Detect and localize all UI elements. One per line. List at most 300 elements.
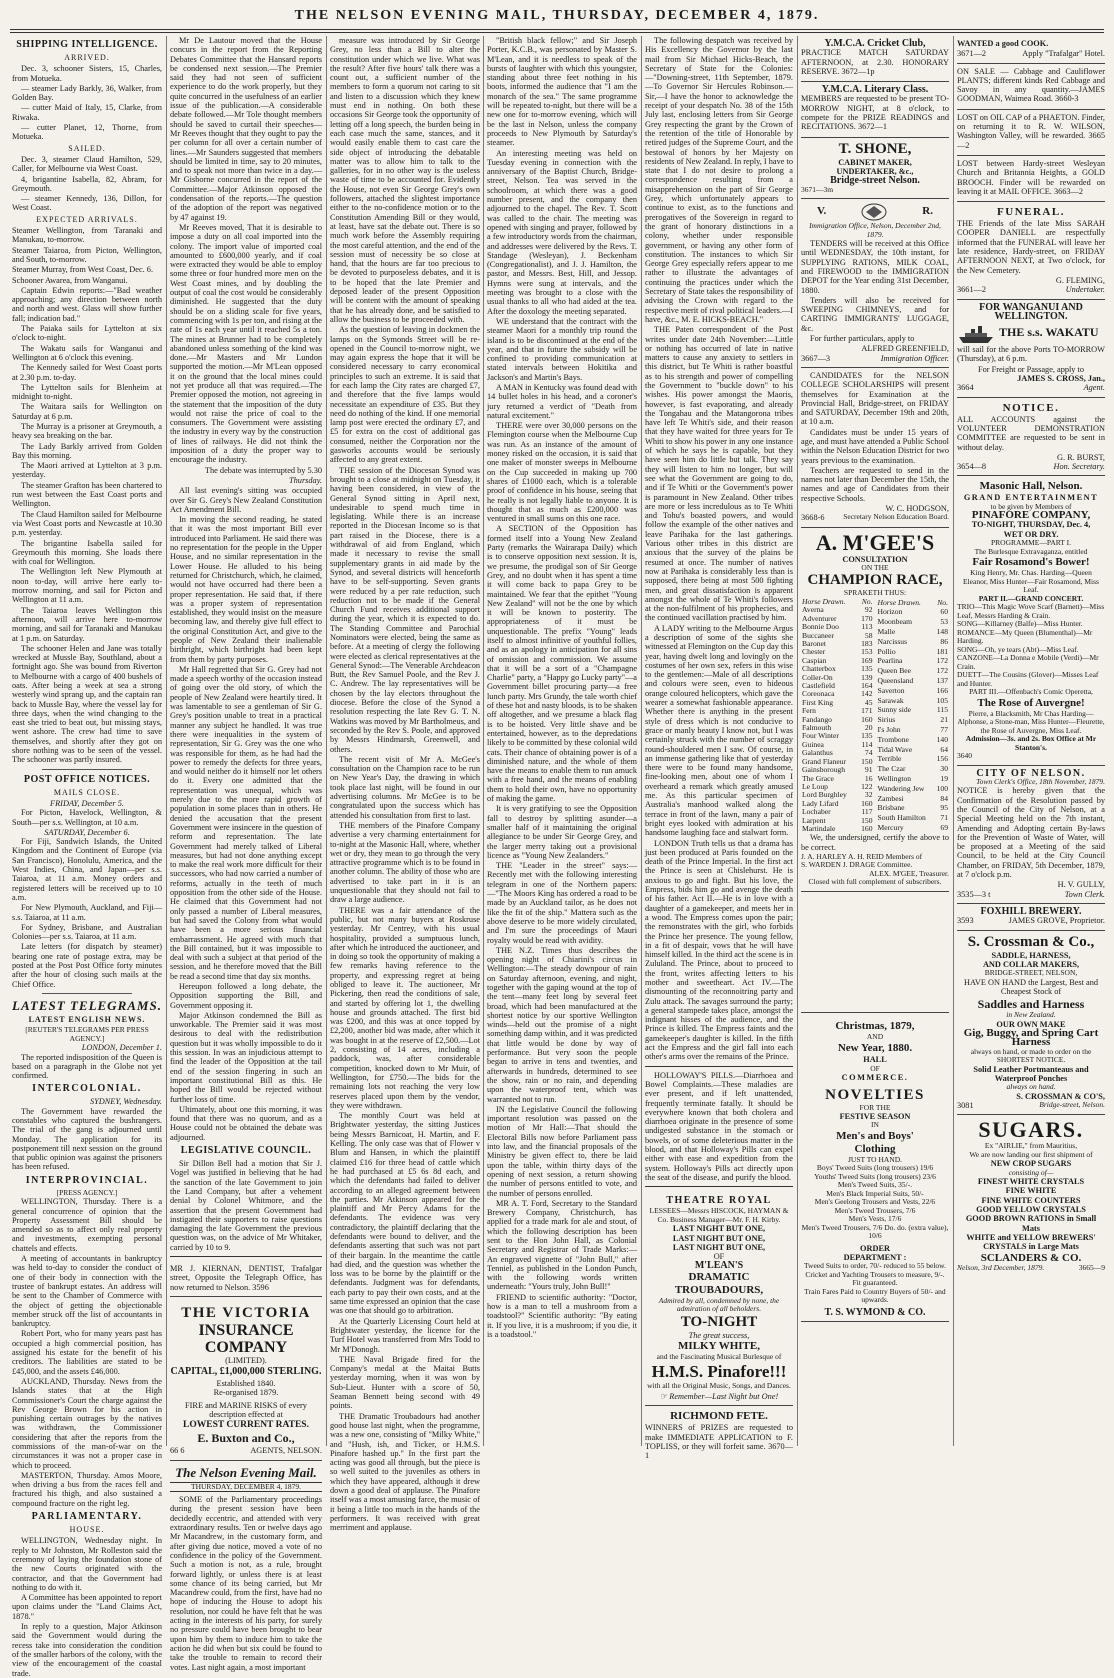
news-paragraph: THE Dramatic Troubadours had another good house last night, when the programme, was a new one, consisting of "Milky White," and "Hush, ish, and Ticker, or H.M.S. Pinafore hashed up." In the first part the acting was good all through, but the piece is so well suited to the juveniles as others in which they have appeared, although it drew down a good deal of applause. The Pinafore itself was a most amusing farce, the music of it being a little too much in the hands of the performers. It was received with great merriment and applause. — [330, 1411, 480, 1533]
news-paragraph: The following despatch was received by His Excellency the Governor by the last mail from Sir Michael Hicks-Beach, the Secretary of State for the Colonies:—"Downing-street, 11th September, 1879.—To Governor Sir Hercules Robinson.—Sir,—I have the honor to acknowledge the receipt of your despatch No. 38 of the 15th July last, enclosing letters from Sir George Grey respecting the grant by the Crown of the retention of the title of Honorable by retired judges of the Supreme Court, and the bestowal of honors by her Majesty on residents of New Zealand. In reply, I have to state that I do not desire to prolong a correspondence resulting from a misapprehension on the part of Sir George Grey, which unfortunately appears to continue to exist, as to the functions and prerogatives of the Sovereign in regard to the grant of honorary distinctions in a colony, whether under responsible government, or having any other form of constitution. The instances to which Sir George Grey especially refers appear to me rather to illustrate the advantages of continuing the practices under which the Secretary of State takes the responsibility of advising the Crown with regard to the respective merit of rival political leaders.—I have, &c., M. E. HICKS-BEACH." — [645, 36, 793, 324]
ad-line: JAMES GROVE, Proprietor. — [1008, 916, 1105, 926]
table-row — [877, 765, 950, 775]
expected-item: Steamer Taiaroa, from Picton, Wellington, and South, to-morrow. — [12, 245, 162, 264]
table-row — [877, 823, 950, 833]
ad-line: ON THE — [861, 562, 889, 572]
column-5 — [645, 36, 793, 1461]
news-paragraph: It is very gratifying to see the Opposition fall to destroy by splitting asunder—a smaller half of it maintaining the original allegiance to be under Sir George Grey, and the larger merry taking out a provisional licence as "Young New Zealanders." — [487, 804, 637, 860]
column-header: No. — [861, 596, 873, 606]
arrived-label: ARRIVED. — [64, 53, 110, 62]
column-divider — [953, 36, 954, 1446]
sugars-advertisement — [957, 1118, 1105, 1272]
divider — [645, 1186, 793, 1187]
ad-line: Agent. — [1083, 383, 1105, 393]
ad-line: Admired by all, condemned by none, the admiration of all beholders. — [658, 1295, 780, 1314]
ticket-number: 92 — [864, 605, 873, 615]
ad-line: M'LEAN'S — [694, 1260, 744, 1272]
ad-line: King Henry, Mr. Chas. Harding—Queen Eleanor, Miss Hunter—Fair Rosamond, Miss Leaf. — [963, 568, 1099, 595]
ad-line: LOWEST CURRENT RATES. — [183, 1420, 309, 1431]
steamship-icon — [957, 321, 995, 345]
ad-title: Y.M.C.A. Literary Class. — [821, 84, 929, 96]
horse-table-left — [801, 598, 874, 833]
sugar-item: WHITE and YELLOW BREWERS' CRYSTALS in Large Mats — [966, 1232, 1096, 1252]
news-paragraph: A Committee has been appointed to report upon claims under the "Land Claims Act, 1878." — [12, 1593, 162, 1621]
ad-line: PART II.—GRAND CONCERT. — [978, 593, 1084, 603]
ad-line: BRIDGE-STREET, NELSON, — [984, 968, 1078, 978]
news-paragraph: THE N.Z. Times thus describes the opening night of Chiarini's circus in Wellington:—The steady downpour of rain on Saturday afternoon, evening, and night, together with the gaping wound at the top of the tent—many feet long by several feet broad, which had been manufactured at the shortest notice by our sportive Wellington winds—held out the promise of a night something damp within, and it was predicted that little would be done by way of performance. But very soon the people began to arrive in tens and twenties, and afterwards in hundreds, determined to see the show, rain or no rain, and depending upon the waterproof tent, which was warranted not to run. — [487, 945, 637, 1104]
ad-title: V. — [817, 205, 827, 218]
ad-line: Christmas, 1879, — [835, 1019, 915, 1032]
ad-signer: JAMES S. CROSS, Jan., — [1017, 374, 1105, 384]
ticket-number: 91 — [864, 765, 873, 775]
news-paragraph: THE members of the Pinafore Company advertise a very charming entertainment for to-night at the Masonic Hall, where, whether wet or dry, they mean to go through the very attractive programme which is to be found in another column. The ability of those who are advertised to take part in it is an unquestionable that they should not fail to draw a large audience. — [330, 820, 480, 905]
ticket-number: 64 — [940, 744, 948, 754]
ad-line: UNDERTAKER, &c., — [836, 166, 914, 176]
ad-line: The Rose of Auvergne! — [977, 696, 1085, 709]
shipping-paragraph: The Wellington left New Plymouth at noon to-day, will arrive here early to-morrow morning, and sail for Picton and Wellington at 11 a.m. — [12, 567, 162, 605]
column-2 — [170, 36, 322, 1672]
masthead-secondary: The Nelson Evening Mail. — [175, 1464, 317, 1480]
ad-line: Nelson, 3rd December, 1879. — [957, 1262, 1045, 1272]
table-row — [877, 657, 950, 667]
on-sale-advertisement — [957, 64, 1105, 110]
news-paragraph: Robert Port, who for many years past has occupied a high commercial position, has assigned his estate for the benefit of his creditors. The liabilities are stated to be £45,000, and the assets £46,000. — [12, 1329, 162, 1376]
ad-line: with all the Original Music, Songs, and Dances. — [647, 1380, 791, 1390]
horse-name: Queen Bee — [877, 666, 912, 676]
ad-line: Cricket and Yachting Trousers to measure, 9/-. Fit guaranteed. — [805, 1269, 945, 1288]
ticket-number: 172 — [936, 656, 948, 666]
ad-line: LAST NIGHT BUT ONE, — [672, 1242, 766, 1252]
reuters-credit: [REUTER'S TELEGRAMS PER PRESS AGENCY.] — [25, 1025, 149, 1043]
table-row — [877, 696, 950, 706]
horse-name: Fandango — [802, 714, 832, 724]
ad-line: Bridge-street, Nelson. — [1039, 1100, 1105, 1109]
ad-number: 3081 — [957, 1101, 974, 1110]
news-paragraph: At the Quarterly Licensing Court held at Brightwater yesterday, the licence for the Turf Hotel was transferred from Mrs Todd to Mr M'Donogh. — [330, 1316, 480, 1354]
ad-line: OUR OWN MAKE — [996, 1019, 1066, 1029]
horse-name: Coller-On — [802, 672, 833, 682]
ticket-number: 166 — [936, 685, 948, 695]
horse-name: Sarawak — [877, 695, 904, 705]
horse-name: Terrible — [877, 754, 902, 764]
ad-title: FOXHILL BREWERY. — [980, 905, 1082, 917]
leader-paragraph: SOME of the Parliamentary proceedings during the present session have been decidedly eccentric, and attended with very extraordinary results. Ten or twelve days ago Mr Macandrew, in the customary form, and after giving due notice, moved a vote of no confidence in the policy of the Government. Such a motion is not, as a rule, brought forward lightly, or unless there is at least some chance of its being carried, but Mr Macandrew could, from the first, have had no hope of inducing the House to adopt his resolution, nor could he have felt that he was acting in the interests of his party, for surely no pressure could have been brought to bear upon him by them to induce him to take the action he did when but six could be found to take the trouble to remain to record their votes. Last night again, a most important — [170, 1495, 322, 1672]
ticket-number: 139 — [861, 672, 873, 682]
sailed-item: Dec. 3, steamer Claud Hamilton, 529, Caller, for Melbourne via West Coast. — [12, 154, 162, 174]
horse-name: Lord Burghley — [802, 790, 847, 800]
ad-number: 3640 — [957, 751, 972, 761]
horse-name: The Czar — [877, 764, 906, 774]
ad-line: Town Clerk. — [1064, 889, 1105, 899]
ad-line: DUETT—The Cousins (Glover)—Misses Leaf and Hunter. — [957, 670, 1099, 688]
news-paragraph: measure was introduced by Sir George Grey, no less than a Bill to alter the constitution under which we live. What was the result? After five hours' talk there was a count out, a sufficient number of the members to form a quorum not caring to sit and listen to a discussion which they knew must end in nothing. On both these occasions Sir George took the opportunity of letting off a long speech, the burden being in each case much the same, stances, and it would easily enable them to cast care the side object of introducing the debatable matter was to allow him to talk to the galleries, for in no other way is the useless waste of time to be accounted for. Evidently the House, not even Sir George Grey's own followers, attached the slightest importance either to the no-confidence motion or to the Constitution Amending Bill or they would, at least, have sat the debate out. There is so much work before the Assembly requiring the most careful attention, and the end of the session must of necessity be so close at hand, that the hours are far too precious to be devoted to purposeless debates, and it is to be hoped that the late Premier and deposed leader of the present Opposition will be content with the amount of speaking that he has already done, and be satisfied to allow the business to be proceeded with. — [330, 36, 480, 324]
divider — [170, 1256, 322, 1257]
column-divider — [326, 36, 327, 1446]
city-of-nelson-notice — [957, 766, 1105, 904]
parliamentary-heading: PARLIAMENTARY. — [31, 1511, 143, 1523]
ticket-number: 171 — [861, 706, 873, 716]
ticket-number: 20 — [864, 723, 873, 733]
ad-signer: H. V. GULLY, — [1057, 880, 1105, 890]
ticket-number: 160 — [861, 823, 873, 833]
news-paragraph: THE "Leader in the street" says:—Recently met with the following interesting telegram in one of the Northern papers:—"The Moors King has ordered a road to be made by an Auckland tailor, as he does not like the fit of the ship." Mattera such as the above deserve to be more widely circulated, and I'm sure the proceedings of Mauri royalty would be read with avidity. — [487, 861, 637, 945]
ad-title: T. SHONE, — [838, 140, 912, 157]
ad-line: FESTIVE SEASON — [839, 1112, 911, 1122]
ad-line: IN — [871, 1120, 879, 1130]
ad-line: CANDIDATES for the NELSON COLLEGE SCHOLARSHIPS will present themselves for Examination at the Provincial Hall, Bridge-street, on FRIDAY and SATURDAY, December 19th and 20th, at 10 a.m. — [801, 370, 949, 427]
horse-name: Narcissus — [877, 636, 908, 646]
mail-item: Late letters (for dispatch by steamer) bearing one rate of postage extra, may be posted at the Post Post Office forty minutes after the hour of closing such mails at the Chief Office. — [12, 942, 162, 989]
ticket-number: 169 — [861, 655, 873, 665]
ad-line: HAVE ON HAND the Largest, Best and Cheapest Stock of — [963, 977, 1099, 996]
horse-name: Averna — [802, 605, 824, 615]
horse-name: I's John — [877, 725, 901, 735]
richmond-fete-advertisement — [645, 1409, 793, 1460]
ticket-number: 142 — [861, 689, 873, 699]
ticket-number: 150 — [861, 815, 873, 825]
wanted-cook-advertisement — [957, 36, 1105, 64]
table-row — [877, 627, 950, 637]
news-paragraph: AUCKLAND, Thursday. News from the Islands states that at the High Commissioner's Court the charge against the Rev George Brown for his action in punishing certain outrages by the natives was withdrawn, the Commissioner considering that after the reports from the commissions of the man-of-war on the circumstances it was not a proper case in which to proceed. — [12, 1376, 162, 1470]
mcgee-consultation-advertisement — [801, 528, 949, 892]
news-paragraph: THE session of the Diocesan Synod was brought to a close at midnight on Tuesday, it having been considered, in view of the General Synod sitting in April next, undesirable to spend much time in legislating. While there is an increase reported in the Diocesan Income so is that part raised in the Diocese, there is a withdrawal of aid from England, which made it necessary to revise the small supplementary grants in aid made by the Synod, and several districts will henceforth have to be self-supporting. Seven grants were reduced by a per rate reduction, such reduction not to be made if the General Church Fund receives additional support during the year, which it is expected to do. The Standing Committee and Parochial Nominators were elected, being the same as before. At a meeting of clergy the following were elected as clerical representatives at the General Synod:—The Venerable Archdeacon Butt, the Rev Samuel Poole, and the Rev J. C. Andrew. The lay representatives will be chosen by the lay electors throughout the diocese. Before the close of the Synod a resolution respecting the late Rev G. T. N. Watkins was moved by Mr Bartholmeus, and seconded by the Rev S. Poole, and approved by Messrs Hindmarsh, Greenwell, and others. — [330, 465, 480, 754]
ad-line: Re-organised 1879. — [213, 1388, 279, 1398]
ad-title: R. — [922, 205, 933, 218]
ad-line: TENDERS will be received at this Office until WEDNESDAY, the 10th instant, for SUPPLYING RATIONS, MILK COAL, and FIREWOOD to the IMMIGRATION DEPOT for the Year ending 31st December, 1880. — [801, 239, 949, 295]
ticket-number: 58 — [864, 630, 873, 640]
shipping-heading: SHIPPING INTELLIGENCE. — [16, 39, 158, 50]
ad-line: ORDER — [860, 1243, 890, 1253]
horse-name: Pollio — [877, 646, 896, 656]
ticket-number: 19 — [940, 774, 948, 783]
table-row — [877, 676, 950, 686]
ad-line: Immigration Officer. — [880, 353, 949, 363]
ad-line: WANTED a good COOK. — [957, 39, 1049, 48]
ad-line: JUST TO HAND. — [848, 1154, 902, 1164]
ad-line: TO-NIGHT — [680, 1313, 758, 1330]
shipping-paragraph: The Wakatu sails for Wanganui and Wellington at 6 o'clock this evening. — [12, 343, 162, 362]
horse-name: Caspian — [802, 655, 827, 665]
price-item: Men's Tweed Suits, 35/-. — [837, 1180, 913, 1190]
ticket-number: 16 — [864, 773, 873, 783]
ad-line: DRAMATIC TROUBADOURS, — [674, 1270, 764, 1296]
horse-name: Horizon — [877, 607, 903, 617]
divider — [42, 769, 132, 770]
table-row — [877, 706, 950, 716]
horse-name: Wandering Jew — [877, 783, 925, 793]
column-divider — [797, 36, 798, 1446]
ad-line: Tenders will also be received for SWEEPING CHIMNEYS, and for CARTING IMMIGRANTS' LUGGAGE, &c. — [801, 295, 949, 333]
shipping-paragraph: The schooner Helen and Jane was totally wrecked at Mussle Bay, Southland, about a fortnight ago. She was bound from Riverton to Melbourne with a cargo of 400 bushels of oats. After being a week at sea a strong westerly wind sprang up, and the captain ran back to Mussle Bay, where the vessel lay for three days, when the wind changing to the east she tried to beat out, but missing stays, went ashore. The crew had time to save themselves, and shortly after they got on shore nothing was to be seen of the vessel. The schooner was partly insured. — [12, 643, 162, 765]
ad-line: CONSULTATION — [842, 554, 908, 564]
news-paragraph: Sir Dillon Bell had a motion that Sir J. Vogel was justified in believing that he had the sanction of the late Government to join the Land Company, but after a vehement denial by Colonel Whitmore, and the assertion that the present Government had instigated their supporters to raise questions damaging the late Government the previous question was, on the advice of Mr Whitaker, carried by 10 to 9. — [170, 1159, 322, 1252]
arrival-item: — cutter Maid of Italy, 15, Clarke, from Riwaka. — [12, 103, 162, 122]
foxhill-brewery-advertisement — [957, 904, 1105, 931]
horse-name: Coreonaca — [802, 689, 835, 699]
ad-line: Pierre, a Blacksmith, Mr Chas Harding—Alphonse, a Stone-man, Miss Hunter—Fleurette, the Rose of Auvergne, Miss Leaf. — [957, 708, 1105, 735]
ad-line: will sail for the above Ports TO-MORROW (Thursday), at 6 p.m. — [957, 345, 1105, 364]
ticket-number: 183 — [861, 639, 873, 648]
ad-line: FOR THE — [859, 1102, 891, 1112]
price-item: Men's Geelong Trousers and Vests, 22/6 — [814, 1197, 936, 1207]
news-paragraph: WELLINGTON, Thursday. There is a general concurrence of opinion that the Property Assessment Bill should be amended so as to affect only real property and investments, exempting personal chattels and effects. — [12, 1197, 162, 1253]
ad-line: DEPARTMENT : — [843, 1253, 907, 1263]
ad-line: THE Friends of the late Miss SARAH COOPER DANIELL are respectfully informed that the FUNERAL will leave her late residence, Hardy-street, on FRIDAY AFTERNOON NEXT, at Two o'clock, for the New Cemetery. — [957, 219, 1105, 275]
ad-title: FOR WANGANUI AND WELLINGTON. — [979, 301, 1083, 322]
horse-name: South Hamilton — [877, 813, 926, 823]
ticket-number: 77 — [940, 725, 948, 735]
ad-line: CANZONE—La Donna e Mobile (Verdi)—Mr Crain. — [957, 653, 1099, 671]
theatre-royal-advertisement — [645, 1191, 793, 1406]
ad-number: 3665—9 — [1078, 1262, 1105, 1272]
ad-line: TO-NIGHT, THURSDAY, Dec. 4, — [971, 520, 1091, 530]
news-paragraph: LONDON Truth tells us that a drama has just been produced at Paris founded on the death of the Prince Imperial. In the first act the Prince is seen at Chislehurst. He is anxious to go and fight. But his love, the Empress, bids him go and avenge the death of his father. Act II.—He is in love with a daughter of a gamekeeper, and meets her in a wood. The Empress comes upon the pair; the remonstrates with the girl, who forbids the Prince her presence. The young fellow, in a fit of despair, vows that he will have himself killed. In the third act the scene is in Zululand. The Prince, about to proceed to the front, writes affecting letters to his mother and sweetheart. Act IV.—The dismounting of the reconnoitring party and Zulu attack. The savages surround the party; a general stampede takes place, amongst the indignant hisses of the audience, and the Prince is killed. The Empress faints and the gamekeeper's daughter is killed. In the fifth act the Empress and the girl fall into each other's arms over the remains of the Prince. — [645, 838, 793, 1062]
ad-line: The Burlesque Extravaganza, entitled — [974, 546, 1088, 556]
ticket-number: 71 — [940, 813, 948, 823]
horse-name: Fern — [802, 706, 816, 716]
price-item: Boys' Tweed Suits (long trousers) 19/6 — [816, 1163, 934, 1173]
ad-line: We are now landing our first shipment of — [969, 1149, 1093, 1159]
masthead-rule-2 — [10, 32, 1104, 33]
column-4 — [487, 36, 637, 1446]
news-paragraph: The recent visit of Mr A. McGee's consultation on the Champion race to be run on New Year's Day, the drawing in which took place last night, will be found in our advertising columns. Mr McGee is to be congratulated upon the success which has attended his consultation from first to last. — [330, 754, 480, 820]
ad-line: LESSEES—Messrs HISCOCK, HAYMAN & Co. Business Manager—Mr. F. H. Kirby. — [649, 1206, 789, 1224]
news-paragraph: A LADY writing to the Melbourne Argus a description of some of the sights she witnessed at Flemington on the Cup day this year, having dwelt long and lovingly on the costumes of her own sex, refers in this wise to the gentlemen:—Male of all descriptions and colours were seen, even to hideous orange coloured helicopters, which gave the wearer a somewhat fashionable appearance. Whether there is anything in the present style of dress which is not conducive to grace or manly beauty I know not, but I was certainly struck with the number of scraggy round-shouldered men I saw. Of course, in an immense gathering like that of yesterday there were to be found many handsome, fine-looking men, about one of whom I overheard a remark which greatly amused me. As this particular specimen of Australia's manhood walked along the terrace in front of the lawn, many a pair of bright eyes looked with admiration at his handsome laughing face and stalwart form. — [645, 623, 793, 838]
ad-line: LOST between Hardy-street Wesleyan Church and Britannia Heights, a GOLD BROOCH. Finder will be rewarded on leaving it at MAIL OFFICE. 3663—2 — [957, 158, 1105, 196]
mail-item: For Sydney, Brisbane, and Australian Colonies—per s.s. Taiaroa, at 11 a.m. — [12, 922, 162, 942]
ad-line: Closed with full complement of subscribers. — [808, 877, 942, 887]
hall-of-commerce-advertisement — [801, 1012, 949, 1322]
horse-name: Queensland — [877, 676, 914, 686]
ad-signer: S. CROSSMAN & CO'S, — [1016, 1091, 1105, 1101]
kiernan-advertisement: MR J. KIERNAN, DENTIST, Trafalgar street, Opposite the Telegraph Office, has now returned to Nelson. 3596 — [170, 1261, 322, 1297]
horse-name: Galanthus — [802, 748, 833, 758]
news-paragraph: THE Paten correspondent of the Post writes under date 24th November:—Little or nothing has occurred of late in native matters to cause any anxiety to settlers in this district, but Te Whiti is rather boastful as to his strength and power of compelling the Government to "buckle down" to his wishes. His power amongst the Maoris, however, is fast evaporating, and already the Tongahau and the Matangorona tribes have left Te Whiti's side, and their reason that they have waited for three years for Te Whiti to show his power in any one instance of which he says he is capable, but they have seen him do little but talk. They say they will listen to him no longer, but will see what the Government are going to do, and if Te Whiti or the Government's power is paramount in New Zealand. Other tribes are more or less incredulous as to Te Whiti and Tohu's boasted powers, and would follow the example of the other natives and leave Parihaka for the last gatherings. Various other tribes in this district are anxious that the survey of the plains be resumed at once. The number of natives now at Parihaka is considerably less than is supposed, there being at most 500 fighting men, and great dissatisfaction is apparent amongst the whole of Te Whiti's followers at the non-fulfilment of his prophecies, and the continued vacillation practised by him. — [645, 325, 793, 623]
crossman-advertisement — [957, 931, 1105, 1116]
ticket-number: 84 — [940, 793, 948, 803]
ad-signer: W. C. HODGSON, — [885, 504, 949, 514]
press-agency-credit: [PRESS AGENCY.] — [56, 1187, 118, 1197]
column-divider — [166, 36, 167, 1446]
ad-line: WET OR DRY. — [1003, 529, 1059, 539]
ticket-number: 122 — [861, 781, 873, 791]
ticket-number: 170 — [861, 613, 873, 623]
news-paragraph: The reported indisposition of the Queen is based on a paragraph in the Globe not yet confirmed. — [12, 1052, 162, 1081]
news-paragraph: IN the Legislative Council the following important resolution was passed on the motion of Mr Hall:—That should the Electoral Bills now before Parliament pass into law, and the financial proposals of the Ministry be given effect to, there be laid upon the table, within thirty days of the opening of next session, a return showing the number of persons entitled to vote, and the number of persons enrolled. — [487, 1104, 637, 1198]
masthead-rule — [10, 29, 1104, 30]
ad-line: Harness — [1011, 1036, 1051, 1049]
ticket-number: 74 — [864, 748, 873, 758]
column-divider — [483, 36, 484, 1446]
ad-line: (LIMITED). — [225, 1355, 267, 1365]
ticket-number: 53 — [940, 617, 948, 627]
news-paragraph: Hereupon followed a long debate, the Opposition supporting the Bill, and Government opposing it. — [170, 981, 322, 1010]
arrival-item: — cutter Planet, 12, Thorne, from Motueka. — [12, 123, 162, 142]
ad-line: Hon. Secretary. — [1053, 462, 1105, 472]
ad-line: S. WARDEN J. DRAGE Committee. — [801, 860, 913, 870]
ticket-number: 156 — [936, 754, 948, 764]
table-row — [877, 794, 950, 804]
ticket-number: 32 — [864, 790, 873, 800]
table-row — [877, 725, 950, 735]
ad-line: FIRE and MARINE RISKS of every description effected at — [185, 1400, 307, 1420]
mail-item: For Picton, Havelock, Wellington, & South—per s.s. Wellington, at 10 a.m. — [12, 808, 162, 827]
column-6 — [801, 36, 949, 1446]
english-news-label: LATEST ENGLISH NEWS. — [28, 1014, 146, 1024]
column-header: No. — [937, 597, 948, 607]
ad-line: Town Clerk's Office, 18th November, 1879. — [976, 776, 1105, 786]
ad-line: always on hand, or made to order on the SHORTEST NOTICE. — [970, 1046, 1092, 1065]
ticket-number: 172 — [936, 666, 948, 676]
expected-item: Steamer Murray, from West Coast, Dec. 6. — [12, 265, 154, 275]
sugar-item: FINEST WHITE CRYSTALS — [977, 1177, 1085, 1187]
crest-icon — [860, 202, 888, 222]
ticket-number: 181 — [936, 646, 948, 656]
horse-table-right — [877, 598, 950, 833]
shipping-paragraph: The Maori arrived at Lyttelton at 3 p.m. yesterday. — [12, 461, 162, 480]
ad-line: CABINET MAKER, — [838, 157, 912, 167]
price-item: Men's Black Imperial Suits, 50/- — [826, 1188, 924, 1198]
news-paragraph: WE understand that the contract with the steamer Maori for a monthly trip round the island is to be discontinued at the end of the year, and that in future the subsidy will be confined to providing communication at stated intervals between Hokitika and Jackson's and Martin's Bays. — [487, 316, 637, 382]
news-paragraph: A SECTION of the Opposition has formed itself into a Young New Zealand Party (remarks the Wairarapa Daily) which is to conserve opposition next session. It is, we presume, the prodigal son of Sir George Grey, and no doubt when it has spent a time it will come back to papa Grey to be maintained. We fear that the epithet "Young New Zealand" will not be the one by which it will be known to posterity. The appropriateness of it must be unquestionable. The prefix "Young" leads itself to almost infinitive of youthful follies, and as an apology in anticipation for all sins of omission and commission. We assume that it will be a sort of a "Champagne Charlie" party, a "Happy go Lucky party"—a Government billet procuring party—a free lunch party. Mrs Grundy, the tale worth chief of these hot and nasty bloods, is to be shaken off altogether, and we presume a black flag is to be hoisted. Very little shave and be entertained, however, as to the depredations likely to be committed by these colonial wild cats. Their chance of obtaining power is of a diminished nature, and the whole of them have the means to enable them to run amuck with a free hand, and the means of enabling them to hold their own, have no opportunity of making the game. — [487, 524, 638, 804]
sailed-label: SAILED. — [68, 143, 106, 153]
shone-advertisement — [801, 138, 949, 199]
ticket-number: 148 — [936, 627, 948, 637]
table-row — [877, 745, 950, 755]
ad-signer: G. FLEMING, — [1055, 275, 1105, 285]
ad-signer: ALFRED GREENFIELD, — [861, 344, 949, 354]
shipping-paragraph: The brigantine Isabella sailed for Greymouth this morning. She loads there with coal for Wellington. — [12, 538, 162, 567]
horse-name: Castlefield — [802, 681, 835, 691]
scholarship-advertisement — [801, 368, 949, 528]
ad-line: SPRAKETH THUS: — [843, 588, 907, 598]
ad-line: GRAND ENTERTAINMENT — [963, 493, 1099, 503]
horse-name: Sirius — [877, 715, 896, 725]
horse-name: Sunny side — [877, 705, 912, 715]
ticket-number: 86 — [940, 636, 948, 646]
ad-line: The great success, — [688, 1330, 750, 1340]
ticket-number: 135 — [861, 731, 873, 741]
arrival-item: — steamer Lady Barkly, 36, Walker, from Golden Bay. — [12, 83, 162, 103]
ad-line: For Freight or Passage, apply to — [977, 364, 1084, 374]
funeral-notice — [957, 202, 1105, 299]
table-row — [877, 784, 950, 794]
ad-title: Masonic Hall, Nelson. — [979, 480, 1083, 493]
ad-number: 3668-6 — [801, 513, 825, 523]
column-3 — [330, 36, 480, 1533]
ticket-number: 95 — [940, 803, 948, 813]
ad-line: New Year, 1880. — [837, 1042, 913, 1055]
ticket-number: 100 — [936, 783, 948, 793]
ad-line: J. A. HARLEY A. H. REID Members of — [801, 851, 923, 861]
sugar-item: GOOD BROWN RATIONS in Small Mats — [965, 1214, 1097, 1233]
table-row — [877, 755, 950, 765]
horse-name: Trombone — [877, 734, 909, 744]
shipping-paragraph: The steamer Grafton has been chartered to run west between the East Coast ports and Wellington. — [12, 480, 162, 509]
ad-line: AND COLLAR MAKERS, — [982, 959, 1080, 969]
horse-name: Adventurer — [802, 613, 837, 623]
ymca-cricket-advertisement — [801, 36, 949, 82]
ad-line: Train Fares Paid to Country Buyers of 50/- and upwards. — [804, 1286, 946, 1305]
table-row — [877, 735, 950, 745]
table-row — [877, 686, 950, 696]
ad-number: 3535—3 t — [957, 889, 991, 899]
column-header: Horse Drawn. — [877, 597, 921, 607]
news-paragraph: WELLINGTON, Wednesday night. In reply to Mr Johnston, Mr Rolleston said the ceremony of laying the foundation stone of the new Courts originated with the contractor, and that the Government had nothing to do with it. — [12, 1536, 162, 1592]
ad-title: S. Crossman & Co., — [967, 933, 1095, 950]
ad-line: ALL ACCOUNTS against the VOLUNTEER DEMONSTRATION COMMITTEE are requested to be sent in without delay. — [957, 414, 1105, 452]
ad-number: 3654—8 — [957, 462, 987, 472]
wanganui-shipping-advertisement — [957, 300, 1105, 398]
arrival-item: Dec. 3, schooner Sisters, 15, Charles, from Motueka. — [12, 64, 162, 83]
ticket-number: 114 — [861, 739, 873, 749]
ad-line: THE s.s. WAKATU — [999, 325, 1099, 340]
ad-line: TRIO—This Magic Wove Scarf (Barnett)—Miss Leaf, Messrs Harding & Crain. — [957, 602, 1105, 620]
table-row — [877, 716, 950, 726]
ad-line: Clothing — [854, 1142, 896, 1155]
ad-title: FUNERAL. — [997, 206, 1065, 219]
intercolonial-heading: INTERCOLONIAL. — [32, 1083, 142, 1095]
horse-name: First King — [802, 697, 834, 707]
mail-date: FRIDAY, December 5. — [50, 798, 124, 808]
ad-line: OF — [713, 1252, 725, 1262]
ticket-number: 140 — [936, 734, 948, 744]
ad-line: COMMERCE. — [841, 1073, 909, 1083]
lost-cap-advertisement — [957, 110, 1105, 156]
ticket-number: 135 — [861, 664, 873, 674]
news-paragraph: Major Atkinson condemned the Bill as unworkable. The Premier said it was most desirous to deal with the redistribution question but it was wholly impossible to do it this session. In was an injudicious attempt to find the leader of the Opposition at the tail end of the session fingering in such an important constitutional Bill as this. He hoped the Bill would be rejected without further loss of time. — [170, 1010, 322, 1104]
ad-line: consisting of— — [1008, 1167, 1054, 1177]
ad-line: WINNERS of PRIZES are requested to make IMMEDIATE APPLICATION to F. TOPLISS, or they will forfeit same. 3670—1 — [645, 1423, 793, 1461]
ad-line: ROMANCE—My Queen (Blumenthal)—Mr Harding. — [957, 627, 1093, 646]
ad-number: 3671—3m — [801, 184, 834, 194]
horse-name: Bonnie Doo — [802, 622, 839, 632]
horse-table-header — [877, 598, 950, 608]
mail-item: For New Plymouth, Auckland, and Fiji—s.s. Taiaroa, at 11 a.m. — [12, 903, 162, 922]
news-paragraph: MR A. T. Ford, Secretary to the Standard Brewery Company, Christchurch, has applied for a trade mark for ale and stout, of which the following description has been sent to the Hon John Hall, as Colonial Secretary and Registrar of Trade Marks:—An engraved vignette of "John Bull," after Tenniel, as published in the London Punch, with the following words written underneath: "Yours truly, John Bull!" — [487, 1198, 637, 1292]
mail-item: For Fiji, Sandwich Islands, the United Kingdom and the Continent of Europe (via San Francisco), Honolulu, America, and the West Indies, China, and Japan—per s.s. Taiaroa, at 11 a.m. Money orders and registered letters will be received up to 10 a.m. — [12, 837, 162, 902]
ticket-number: 160 — [861, 798, 873, 808]
ad-line: LAST NIGHT BUT ONE, — [672, 1224, 766, 1234]
dateline: LONDON, December 1. — [81, 1043, 162, 1053]
news-paragraph: Mr De Lautour moved that the House concurs in the report from the Reporting Debates Committee that the Hansard reports be condensed next session.—The Premier said they had not seen of sufficient experience to do the work properly, but they quite concurred in the usefulness of an earlier issue of the publication.—A considerable debate followed.—Mr Tole thought members should be saved to curtail their speeches—Mr Reeves thought that they ought to pay the per column for all over a certain number of lines.—Mr Saunders suggested that members should be limited in time, say to 20 minutes, and to speak not more than twice in a day.—Mr Gisborne concurred in the report of the Committee.—Major Atkinson opposed the condensation of the reports.—The question of the adoption of the report was negatived by 47 against 19. — [170, 36, 322, 222]
ticket-number: 21 — [940, 715, 948, 725]
ad-line: Saddles and Harness — [977, 997, 1085, 1012]
ticket-number: 115 — [936, 705, 948, 715]
divider — [42, 993, 132, 994]
horse-name: Larpent — [802, 815, 826, 825]
ymca-literary-advertisement — [801, 82, 949, 137]
divider — [645, 1066, 793, 1067]
ad-line: PROGRAMME—PART I. — [991, 538, 1071, 548]
immigration-tender-advertisement — [801, 199, 949, 368]
ad-title: INSURANCE COMPANY — [198, 1321, 294, 1356]
blank-space — [801, 892, 949, 1012]
news-paragraph: All last evening's sitting was occupied over Sir G. Grey's New Zealand Constitution Act Amendment Bill. — [170, 486, 322, 514]
shipping-paragraph: Captain Edwin reports:—"Bad weather approaching; any direction between north and north and west. Glass will show further fall; indication bad." — [12, 285, 162, 323]
table-row — [877, 647, 950, 657]
ad-title: A. M'GEE'S — [815, 529, 935, 555]
shipping-paragraph: The Lyttelton sails for Blenheim at midnight to-night. — [12, 382, 162, 402]
holloway-advertisement: HOLLOWAY'S PILLS.—Diarrhoea and Bowel Complaints.—These maladies are ever present, and if left unattended, frequently terminate fatally. It should be everywhere known that both cholera and diarrhoea originate in the presence of some undigested substance in the stomach or bowels, or of some deleterious matter in the blood, and that Holloway's Pills can expel either with ease and expedition from the system. Holloway's Pills act directly upon the seat of the disease, and purify the blood. — [645, 1070, 793, 1182]
ad-number: 3664 — [957, 383, 974, 393]
table-row — [877, 814, 950, 824]
ad-line: NOVELTIES — [825, 1086, 925, 1103]
ad-line: in New Zealand. — [1006, 1010, 1056, 1020]
ad-line: Established 1840. — [216, 1379, 276, 1389]
horse-name: Gainsborough — [802, 765, 846, 775]
ad-line: ALEX. M'GEE, Treasurer. — [869, 868, 949, 878]
